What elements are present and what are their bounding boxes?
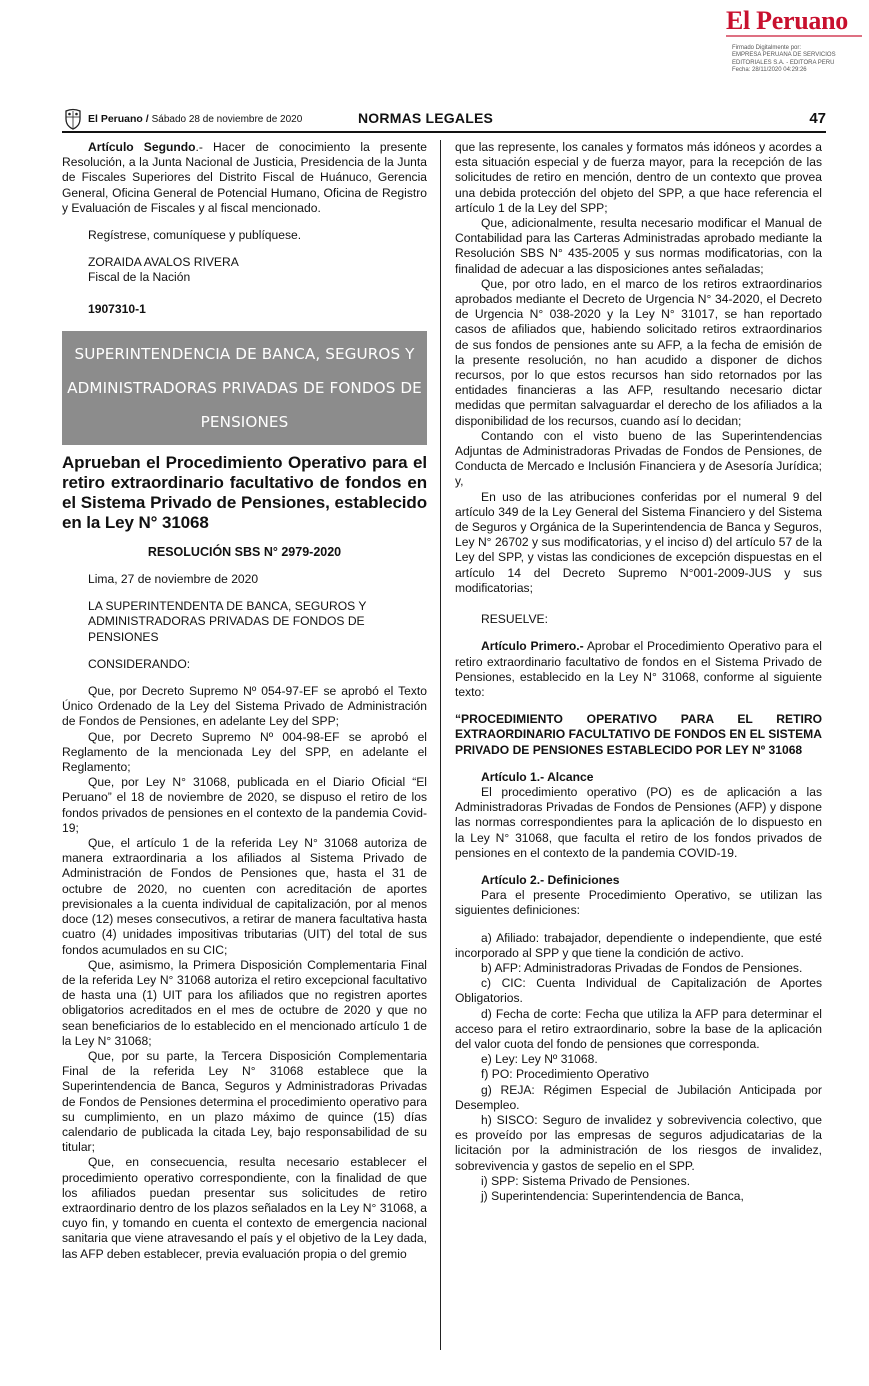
definition-item: g) REJA: Régimen Especial de Jubilación Anticipada por Desempleo. (455, 1082, 822, 1112)
signature-line: Fecha: 28/11/2020 04:29:26 (732, 67, 807, 74)
logo-wordmark: El Peruano (726, 6, 848, 35)
paragraph: Que, asimismo, la Primera Disposición Complementaria Final de la referida Ley N° 31068 autoriza el retiro excepcional facultativo de hasta una (1) UIT para los afiliados que no registren aportes obligatorios acreditados en el mes de octubre de 2020 y que no sean beneficiarios de lo establecido en el mencionado artículo 1 de la Ley N° 31068; (62, 957, 427, 1048)
el-peruano-logo (726, 8, 862, 38)
definition-item: j) Superintendencia: Superintendencia de Banca, (481, 1189, 744, 1203)
signature-line: EMPRESA PERUANA DE SERVICIOS (732, 52, 836, 59)
considering-heading: CONSIDERANDO: (88, 656, 191, 671)
column-divider (440, 140, 441, 1350)
definitions-list (455, 931, 822, 1205)
definition-item: i) SPP: Sistema Privado de Pensiones. (481, 1173, 691, 1188)
article-text: Aprobar el Procedimiento Operativo para el retiro extraordinario facultativo de fondos en el Sistema Privado de Pensiones, establecido en la Ley N° 31068, conforme al siguiente texto: (455, 639, 822, 699)
paragraph: Que, por su parte, la Tercera Disposición Complementaria Final de la referida Ley N° 31068 establece que la Superintendencia de Banca, Seguros y Administradoras Privadas de Fondos de Pensiones determina el procedimiento operativo para su cumplimiento, en un plazo máximo de quince (15) días calendario de publicada la citada Ley, bajo responsabilidad de su titular; (62, 1048, 427, 1155)
procedure-title: “PROCEDIMIENTO OPERATIVO PARA EL RETIRO EXTRAORDINARIO FACULTATIVO DE FONDOS EN EL SISTEMA PRIVADO DE PENSIONES ESTABLECIDO POR LEY Nº 31068 (455, 712, 822, 757)
resolution-number: RESOLUCIÓN SBS N° 2979-2020 (147, 544, 342, 559)
article-text: .- Hacer de conocimiento la presente Resolución, a la Junta Nacional de Justicia, Presidencia de la Junta de Fiscales Superiores del Distrito Fiscal de Huánuco, Gerencia General, Oficina General de Potencial Humano, Oficina de Registro y Evaluación de Fiscales y al fiscal mencionado. (62, 140, 427, 215)
header-rule (62, 131, 826, 133)
definition-item: d) Fecha de corte: Fecha que utiliza la AFP para determinar el acceso para el retiro extraordinario, sobre la base de la aplicación del valor cuota del fondo de pensiones que corresponda. (455, 1006, 822, 1051)
article-label: Artículo Primero.- (481, 639, 584, 654)
paragraph: En uso de las atribuciones conferidas por el numeral 9 del artículo 349 de la Ley General del Sistema Financiero y del Sistema de Seguros y Orgánica de la Superintendencia de Banca y Seguros, Ley N° 26702 y sus modificatorias, y el inciso d) del artículo 57 de la Ley del SPP, y vistas las condiciones de excepción dispuestas en el artículo 14 del Decreto Supremo N°001-2009-JUS y sus modificatorias; (455, 489, 822, 595)
paper-name: El Peruano / (88, 113, 149, 125)
paragraph: Que, por Decreto Supremo Nº 004-98-EF se aprobó el Reglamento de la mencionada Ley del SPP, en adelante el Reglamento; (62, 729, 427, 775)
article-second (62, 140, 427, 216)
article-label: Artículo Segundo (88, 140, 196, 154)
publication-code: 1907310-1 (88, 301, 146, 316)
left-column (62, 140, 427, 1262)
paragraph: Que, en consecuencia, resulta necesario establecer el procedimiento operativo correspondiente, con la finalidad de que los afiliados puedan presentar sus solicitudes de retiro extraordinario dentro de los plazos señalados en la Ley N° 31068, a cuyo fin, y tomando en cuenta el contexto de emergencia nacional sanitaria que viene atravesando el país y el objetivo de la Ley dada, las AFP deben establecer, previa evaluación propia o del gremio (62, 1155, 427, 1261)
definition-item: b) AFP: Administradoras Privadas de Fondos de Pensiones. (481, 960, 803, 975)
header-paper-name (88, 113, 302, 125)
article-first (455, 639, 822, 700)
page-number: 47 (809, 110, 826, 127)
definitions-intro: Para el presente Procedimiento Operativo, se utilizan las siguientes definiciones: (455, 888, 822, 918)
definition-item: e) Ley: Ley Nº 31068. (481, 1052, 598, 1067)
signature-line: EDITORIALES S.A. - EDITORA PERU (732, 59, 835, 66)
signature-line: Firmado Digitalmente por: (732, 45, 802, 51)
right-column (455, 140, 822, 1204)
closing-formula: Regístrese, comuníquese y publíquese. (88, 228, 302, 243)
header-date: Sábado 28 de noviembre de 2020 (151, 114, 303, 125)
document-title: Aprueban el Procedimiento Operativo para el retiro extraordinario facultativo de fondos en el Sistema Privado de Pensiones, establecido en la Ley N° 31068 (62, 452, 427, 532)
signer-title: Fiscal de la Nación (88, 270, 191, 285)
place-date: Lima, 27 de noviembre de 2020 (88, 572, 259, 587)
signer-name: ZORAIDA AVALOS RIVERA (88, 255, 239, 270)
digital-signature (732, 45, 862, 75)
definition-item: h) SISCO: Seguro de invalidez y sobrevivencia colectivo, que es proveído por las empresas de seguros adjudicatarias de la licitación por la administración de los riesgos de invalidez, sobrevivencia y gastos de sepelio en el SPP. (455, 1112, 822, 1173)
paragraph: Que, el artículo 1 de la referida Ley N° 31068 autoriza de manera extraordinaria a los afiliados al Sistema Privado de Administración de Fondos de Pensiones que, hasta el 31 de octubre de 2020, no cuenten con acreditación de aportes previsionales a la cuenta individual de capitalización, por al menos doce (12) meses consecutivos, a retirar de manera facultativa hasta cuatro (4) unidades impositivas tributarias (UIT) del total de sus fondos acumulados en su CIC; (62, 836, 427, 957)
issuing-authority: LA SUPERINTENDENTA DE BANCA, SEGUROS Y ADMINISTRADORAS PRIVADAS DE FONDOS DE PENSIONES (88, 599, 367, 644)
definition-item: a) Afiliado: trabajador, dependiente o independiente, que esté incorporado al SPP y que tiene la condición de activo. (455, 930, 822, 960)
paragraph: Que, adicionalmente, resulta necesario modificar el Manual de Contabilidad para las Carteras Administradas aprobado mediante la Resolución SBS N° 435-2005 y sus normas modificatorias, con la finalidad de adecuar a las disposiciones antes señaladas; (455, 216, 822, 276)
scope-heading: Artículo 1.- Alcance (481, 769, 594, 784)
resolves-heading: RESUELVE: (481, 612, 548, 627)
definitions-heading: Artículo 2.- Definiciones (481, 872, 620, 887)
paragraph: Que, por Decreto Supremo Nº 054-97-EF se aprobó el Texto Único Ordenado de la Ley del Sistema Privado de Administración de Fondos de Pensiones, en adelante Ley del SPP; (62, 684, 427, 729)
paragraph: Contando con el visto bueno de las Superintendencias Adjuntas de Administradoras Privadas de Fondos de Pensiones, de Conducta de Mercado e Inclusión Financiera y de Asesoría Jurídica; y, (455, 428, 822, 489)
definition-item: f) PO: Procedimiento Operativo (481, 1067, 650, 1082)
coat-of-arms-icon (62, 108, 84, 130)
definition-item: c) CIC: Cuenta Individual de Capitalización de Aportes Obligatorios. (455, 976, 822, 1006)
paragraph: Que, por otro lado, en el marco de los retiros extraordinarios aprobados mediante el Decreto de Urgencia N° 34-2020, el Decreto de Urgencia N° 038-2020 y la Ley N° 31017, se han reportado casos de afiliados que, habiendo solicitado retiros extraordinarios de sus fondos de pensiones ante su AFP, a la fecha de emisión de la presente resolución, no han acudido a disponer de dichos recursos, por lo que estos recursos han sido retornados por las entidades financieras a las AFP, resultando necesario dictar medidas que permitan salvaguardar el derecho de los afiliados a la disponibilidad de los recursos, cuando así lo decidan; (455, 276, 822, 428)
logo-rule (726, 35, 862, 37)
header-section: NORMAS LEGALES (358, 110, 494, 126)
section-banner (62, 331, 427, 445)
scope-text: El procedimiento operativo (PO) es de aplicación a las Administradoras Privadas de Fondos de Pensiones (AFP) y dispone las normas correspondientes para la aplicación de lo dispuesto en la Ley N° 31068, que faculta el retiro de los fondos privados de pensiones en el contexto de la pandemia COVID-19. (455, 784, 822, 860)
page-header (62, 108, 826, 130)
paragraph: que las represente, los canales y formatos más idóneos y acordes a esta situación especial y de fuerza mayor, para la recepción de las solicitudes de retiro en mención, dentro de un contexto que provea una debida protección del objeto del SPP, a que hace referencia el artículo 1 de la Ley del SPP; (455, 140, 822, 215)
paragraph: Que, por Ley N° 31068, publicada en el Diario Oficial “El Peruano” el 18 de noviembre de 2020, se dispuso el retiro de los fondos privados de pensiones en el contexto de la pandemia Covid-19; (62, 775, 427, 835)
banner-title: SUPERINTENDENCIA DE BANCA, SEGUROS Y ADMINISTRADORAS PRIVADAS DE FONDOS DE PENSIONES (67, 344, 422, 431)
